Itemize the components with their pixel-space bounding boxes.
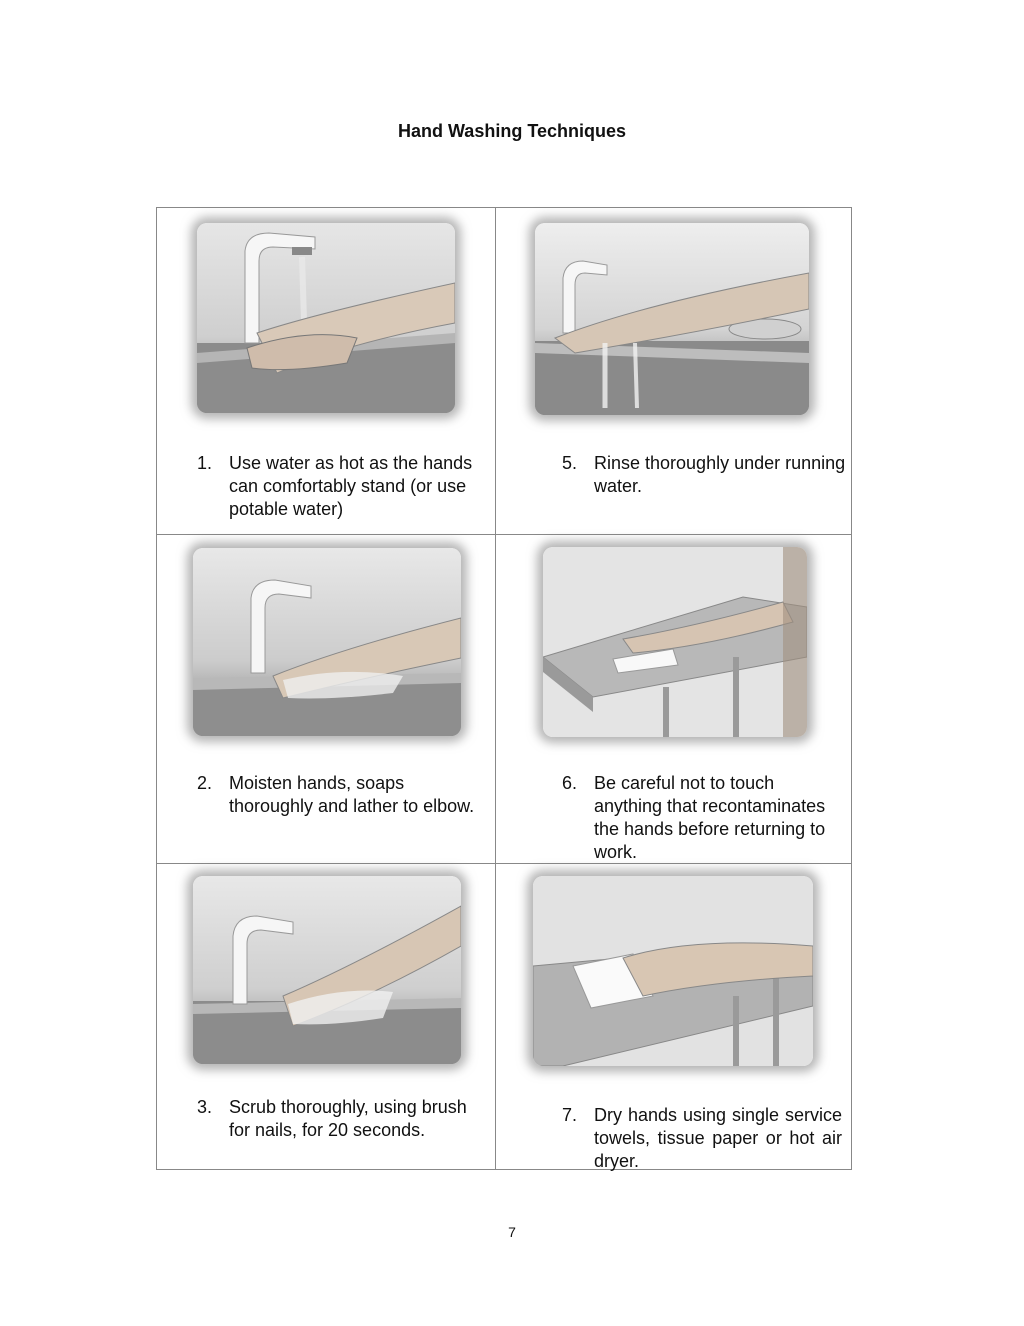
photo-dry-hands-towel xyxy=(533,876,813,1066)
step-text: Scrub thoroughly, using brush for nails, for 20 seconds. xyxy=(229,1097,467,1140)
photo-avoid-recontamination xyxy=(543,547,807,737)
step-text: Moisten hands, soaps thoroughly and lather to elbow. xyxy=(229,773,475,816)
step-5 xyxy=(562,452,847,498)
instruction-table xyxy=(156,207,852,1170)
step-number: 3. xyxy=(197,1097,213,1117)
step-1 xyxy=(197,452,487,521)
step-6 xyxy=(562,772,847,864)
photo-lather-hands xyxy=(193,548,461,736)
step-3 xyxy=(197,1096,487,1142)
step-text: Use water as hot as the hands can comfortably stand (or use potable water) xyxy=(229,453,473,519)
page-number: 7 xyxy=(508,1224,516,1240)
table-divider-row-1 xyxy=(157,534,851,535)
step-number: 6. xyxy=(562,773,578,793)
step-number: 7. xyxy=(562,1105,578,1125)
step-text: Be careful not to touch anything that recontaminates the hands before returning to work. xyxy=(594,773,826,862)
step-number: 1. xyxy=(197,453,213,473)
step-2 xyxy=(197,772,487,818)
photo-rinse-running-water xyxy=(535,223,809,415)
step-7 xyxy=(562,1104,842,1173)
step-number: 5. xyxy=(562,453,578,473)
step-number: 2. xyxy=(197,773,213,793)
photo-hot-water-faucet xyxy=(197,223,455,413)
step-text: Rinse thoroughly under running water. xyxy=(594,453,846,496)
step-text: Dry hands using single service towels, tissue paper or hot air dryer. xyxy=(594,1105,842,1171)
page-title: Hand Washing Techniques xyxy=(397,121,626,141)
table-divider-vertical xyxy=(495,208,496,1169)
photo-scrub-hands xyxy=(193,876,461,1064)
